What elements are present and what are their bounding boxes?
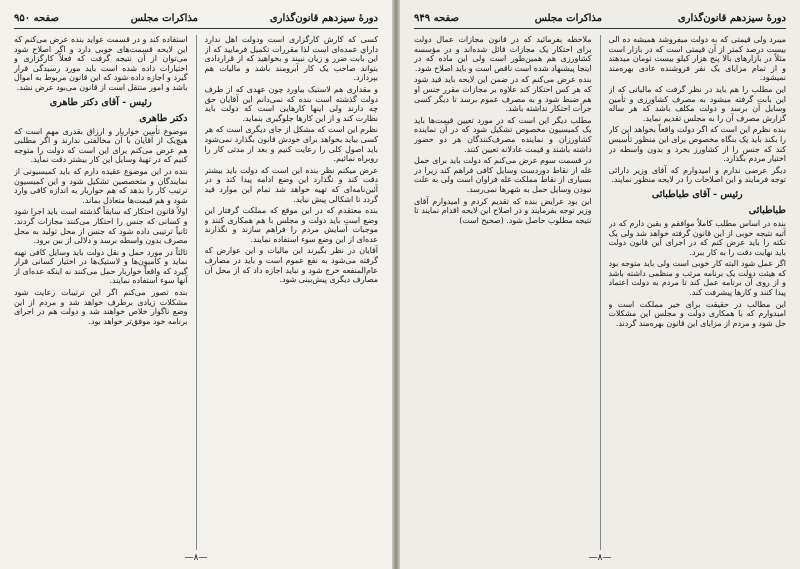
- page-949: [400, 0, 800, 569]
- header-session: دورهٔ سیزدهم قانون‌گذاری: [677, 12, 786, 24]
- paragraph: بنده نظرم این است که اگر دولت واقعاً بخواهد این کار را بکند باید یک بنگاه مخصوص برای این منظور تأسیس کند که جنس را از کشاورز بخرد و بدون واسطه در اختیار مردم بگذارد.: [608, 125, 786, 164]
- paragraph: بنده در این موضوع عقیده دارم که باید کمیسیونی از نمایندگان و متخصصین تشکیل شود و این کمیسیون ترتیب کار را بدهد که هم خواربار به اندازه کافی وارد شود و هم قیمت‌ها متعادل بماند.: [14, 166, 188, 205]
- paragraph: استفاده کند و در قسمت عواید بنده عرض می‌کنم که این لایحه قسمت‌های خوبی دارد و اگر اصلاح شود می‌توان از آن نتیجه گرفت که فعلاً کارگزاری و اختیارات داده شده است باید مورد رسیدگی قرار گیرد و اجازه داده شود که این قانون مربوط به اموال باشد و امور منتقل است از قانون می‌بود عرض نشد.: [14, 35, 188, 92]
- text-columns: [14, 35, 378, 550]
- paragraph: میبرد ولی قیمتی که به دولت میفروشد همیشه ده الی بیست درصد کمتر از آن قیمتی است که در بازار است مثلاً در بازارهای بالا پنج هزار کیلو بیست تومان میدهند و از تمام مزایای یک نفر فروشنده عادی بهره‌مند نمیشود.: [608, 35, 786, 83]
- speaker-name: دکتر طاهری: [139, 112, 188, 124]
- header-page-number: صفحه ۹۵۰: [14, 12, 59, 24]
- paragraph: و مقداری هم لاستیک بیاورد چون عهدی که از طرف دولت گذشته است بنده که نمی‌دانم این آقایان حق چه دارند ولی اینها کارهایی است که دولت باید نظارت کند و از این کارها جلوگیری بنماید.: [204, 84, 378, 123]
- header-section: مذاکرات مجلس: [130, 12, 199, 24]
- paragraph: در قسمت سوم عرض می‌کنم که دولت باید برای حمل غله از نقاط دوردست وسایل کافی فراهم کند زیرا در بسیاری از نقاط مملکت غله فراوان است ولی به علت نبودن وسایل حمل به شهرها نمی‌رسد.: [414, 156, 592, 194]
- page-950: [0, 0, 392, 569]
- paragraph: اولاً قانون احتکار که سابقاً گذشته است باید اجرا شود و کسانی که جنس را احتکار می‌کنند مجازات گردند. ثانیاً ترتیبی داده شود که جنس از محل تولید به محل مصرف بدون واسطه برسد و دلالی از بین برود.: [14, 207, 188, 246]
- paragraph: عرض میکنم نظر بنده این است که دولت باید بیشتر دقت کند و نگذارد این وضع ادامه پیدا کند و در آئین‌نامه‌ای که تهیه خواهد شد تمام این موارد قید گردد تا اشکالی پیش نیاید.: [204, 165, 378, 204]
- page-footer: —۸—: [588, 553, 612, 563]
- speaker-name: طباطبائی: [748, 204, 786, 216]
- paragraph: این بود عرایض بنده که تقدیم کردم و امیدوارم آقای وزیر توجه بفرمایند و در اصلاح این لایحه اقدام نمایند تا نتیجه مطلوب حاصل شود. (صحیح است): [414, 196, 592, 225]
- page-footer: —۸—: [184, 553, 208, 563]
- header-page-number: صفحه ۹۴۹: [414, 12, 459, 24]
- page-header: [14, 10, 378, 29]
- column-right: [205, 35, 379, 550]
- speaker-heading: رئیس - آقای طباطبائی: [651, 188, 743, 200]
- text-columns: [414, 35, 786, 550]
- column-left: [414, 35, 592, 550]
- column-left: [14, 35, 188, 550]
- paragraph: آقایان در نظر بگیرند این مالیات و این عوارض که گرفته می‌شود به نفع عموم است و باید در مصارف عام‌المنفعه خرج شود و نباید اجازه داد که از محل آن مصارف دیگری پیش‌بینی شود.: [204, 246, 378, 285]
- paragraph: دیگر عرضی ندارم و امیدوارم که آقای وزیر دارائی توجه فرمایند و این اصلاحات را در لایحه منظور نمایند.: [608, 165, 786, 185]
- paragraph: بنده تصور می‌کنم اگر این ترتیبات رعایت شود مشکلات زیادی برطرف خواهد شد و مردم از این وضع ناگوار خلاص خواهند شد و دولت هم در اجرای برنامه خود موفق‌تر خواهد بود.: [14, 288, 188, 326]
- paragraph: ثالثاً در مورد حمل و نقل دولت باید وسایل کافی تهیه نماید و کامیون‌ها و لاستیک‌ها در اختیار کسانی قرار گیرد که واقعاً خواربار حمل می‌کنند نه اینکه عده‌ای از آنها سوء استفاده نمایند.: [14, 247, 188, 286]
- paragraph: این مطالب در حقیقت برای خیر مملکت است و امیدوارم که با همکاری دولت و مجلس این مشکلات حل شود و مردم از مزایای این قانون بهره‌مند گردند.: [608, 299, 786, 328]
- paragraph: این مطلب را هم باید در نظر گرفت که مالیاتی که از این بابت گرفته میشود به مصرف کشاورزی و تأمین وسایل آن برسد و دولت مکلف باشد که هر ساله گزارش مصرف آن را به مجلس تقدیم نماید.: [608, 84, 786, 123]
- paragraph: کسی که کارش کارگزاری است ودولت اهل ندارد داراي عمده‌ای است لذا مقررات تکمیل فرمایید که از این بابت ضرر و زیان نبیند و بخواهید که از قراردادی بتواند صاحب یک کار آبرومند باشد و مالیات هم بپردازد.: [204, 35, 378, 83]
- column-right: [609, 35, 787, 550]
- column-divider: [196, 35, 197, 550]
- speaker-heading: رئیس - آقای دکتر طاهری: [49, 96, 152, 108]
- book-gutter: [392, 0, 400, 569]
- column-divider: [600, 35, 601, 550]
- paragraph: مطلب دیگر این است که در مورد تعیین قیمت‌ها باید یک کمیسیون مخصوص تشکیل شود که در آن نماینده کشاورزان و نماینده مصرف‌کنندگان هر دو حضور داشته باشند و قیمت عادلانه تعیین کنند.: [414, 115, 592, 154]
- page-header: [414, 10, 786, 29]
- paragraph: بنده عرض می‌کنم که در ضمن این لایحه باید قید شود که هر کس احتکار کند علاوه بر مجازات مقرر جنس او هم ضبط شود و به مصرف عموم برسد تا دیگر کسی جرأت احتکار نداشته باشد.: [414, 75, 592, 114]
- paragraph: ملاحظه بفرمائید که در قانون مجازات عمال دولت برای احتکار یک مجازات قائل شده‌اند و در مؤسسه کشاورزی هم همین‌طور است ولی این ماده که در اینجا پیشنهاد شده است ناقص است و باید اصلاح شود.: [414, 35, 592, 73]
- paragraph: موضوع تأمین خواربار و ارزاق بقدری مهم است که هیچ‌یک از آقایان با آن مخالفتی ندارند و اگر مطلبی هم عرض می‌کنم برای این است که دولت را متوجه کنیم که در تهیهٔ وسایل این کار بیشتر دقت نماید.: [14, 126, 188, 165]
- paragraph: اگر عمل شود البته کار خوبی است ولی باید متوجه بود که هیئت دولت یک برنامه مرتب و منظمی داشته باشد و از روی آن برنامه عمل کند تا مردم به دولت اعتماد پیدا کنند و کارها پیشرفت کند.: [608, 259, 786, 298]
- paragraph: بنده در اساس مطلب کاملاً موافقم و بقین دارم که در آتیه نتیجه خوبی از این قانون گرفته خواهد شد ولی یک نکته را باید عرض کنم که در اجرای این قانون دولت باید نهایت دقت را به کار ببرد.: [608, 218, 786, 257]
- header-section: مذاکرات مجلس: [534, 12, 603, 24]
- paragraph: نظرم این است که مشکل از جای دیگری است که هر کسی بیاید بخواهد برای خودش قانون بگذارد نمی‌شود باید اصول کلی را رعایت کنیم و بعد از مدتی کار را روبراه نمائیم.: [204, 125, 378, 164]
- paragraph: بنده معتقدم که در این موقع که مملکت گرفتار این وضع است باید دولت و مجلس با هم همکاری کنند و موجبات آسایش مردم را فراهم سازند و نگذارند عده‌ای از این وضع سوء استفاده نمایند.: [204, 206, 378, 244]
- header-session: دورهٔ سیزدهم قانون‌گذاری: [269, 12, 378, 24]
